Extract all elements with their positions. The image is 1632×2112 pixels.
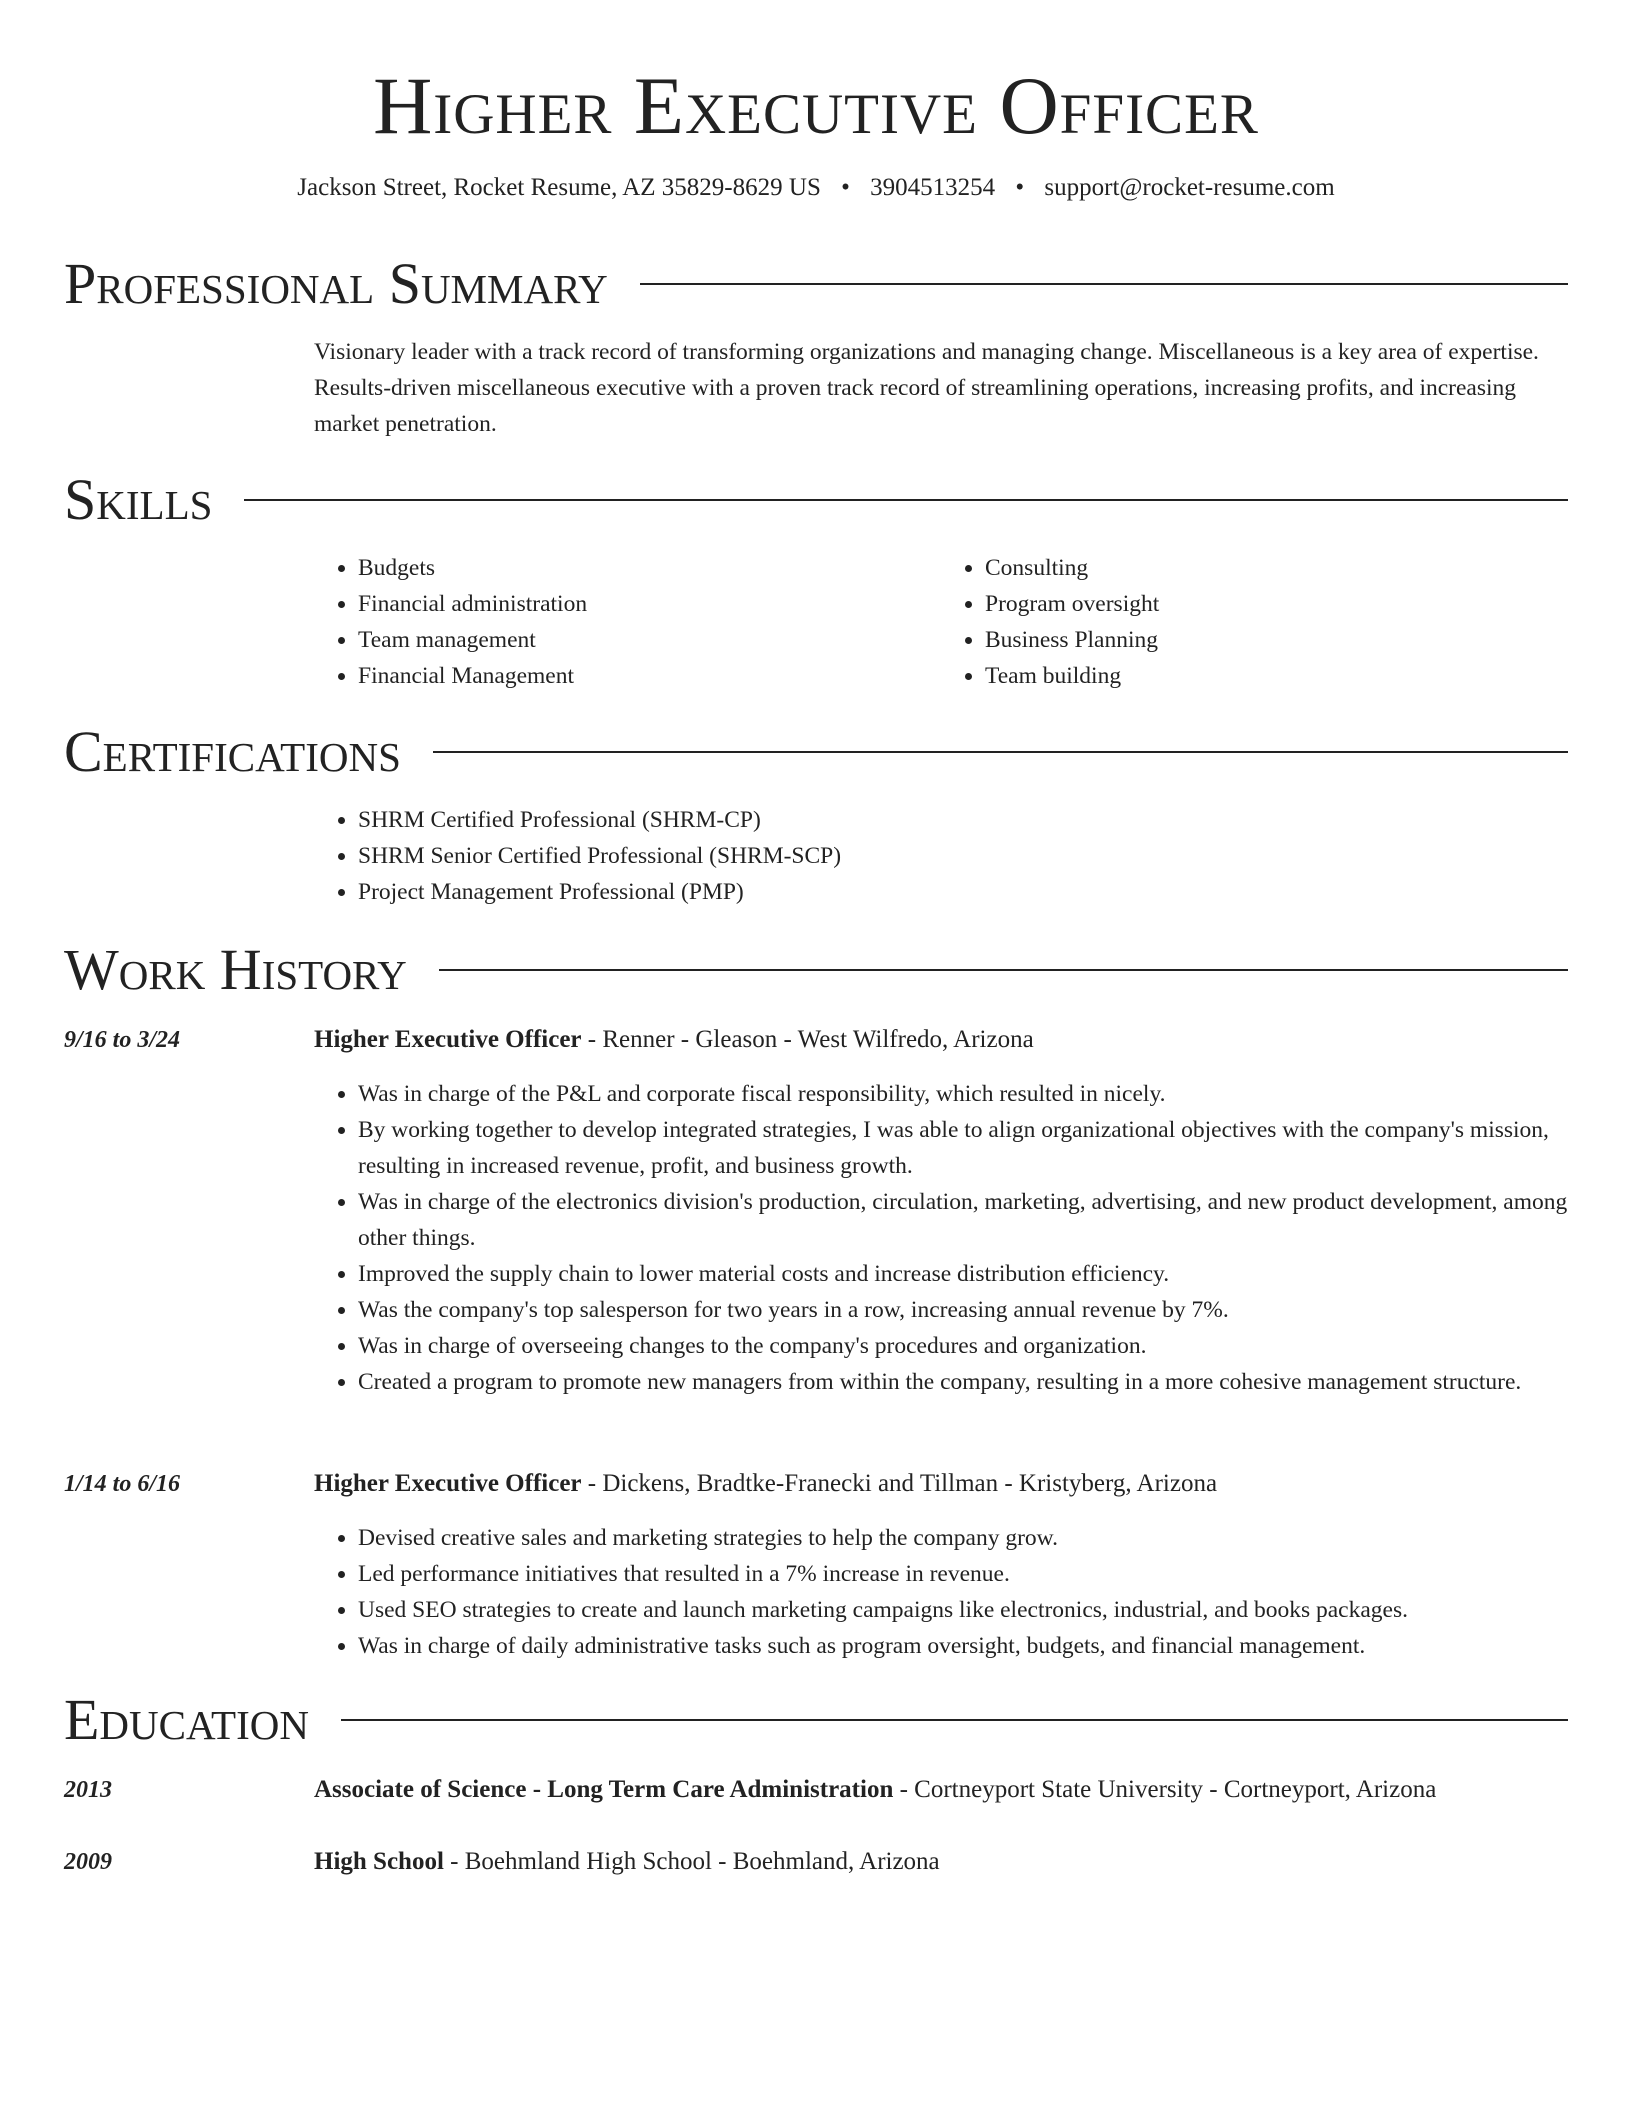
skill-item: • Business Planning	[985, 622, 1568, 658]
skills-section-header	[64, 468, 1568, 532]
education-details: - Boehmland High School - Boehmland, Arizona	[443, 1848, 940, 1875]
education-entry	[314, 1772, 1568, 1808]
job-bullet: • Devised creative sales and marketing strategies to help the company grow.	[358, 1520, 1568, 1556]
job-bullet: • Was in charge of daily administrative tasks such as program oversight, budgets, and financial management.	[358, 1628, 1568, 1664]
work-section-header	[64, 938, 1568, 1002]
contact-address: Jackson Street, Rocket Resume, AZ 35829-8629 US	[297, 174, 821, 201]
summary-text: Visionary leader with a track record of transforming organizations and managing change. Miscellaneous is a key area of expertise. Results-driven miscellaneous executive with a proven track record of streamlining operations, increasing profits, and increasing market penetration.	[314, 339, 1539, 437]
summary-title: Professional Summary	[64, 251, 608, 316]
job-bullet: • By working together to develop integrated strategies, I was able to align organizational objectives with the company's mission, resulting in increased revenue, profit, and business growth.	[358, 1112, 1568, 1184]
certifications-list	[314, 802, 1568, 910]
certifications-title: Certifications	[64, 719, 401, 784]
job-details: - Renner - Gleason - West Wilfredo, Arizona	[581, 1026, 1034, 1053]
job-bullet: • Was in charge of the P&L and corporate fiscal responsibility, which resulted in nicely.	[358, 1076, 1568, 1112]
certification-item: • Project Management Professional (PMP)	[358, 874, 1568, 910]
summary-section-header	[64, 252, 1568, 316]
section-divider	[341, 1719, 1568, 1721]
education-section-header	[64, 1688, 1568, 1752]
job-bullet: • Led performance initiatives that resulted in a 7% increase in revenue.	[358, 1556, 1568, 1592]
contact-info	[0, 174, 1632, 202]
skills-title: Skills	[64, 467, 213, 532]
skills-list	[314, 550, 1568, 694]
certification-item: • SHRM Certified Professional (SHRM-CP)	[358, 802, 1568, 838]
job-details: - Dickens, Bradtke-Franecki and Tillman - Kristyberg, Arizona	[581, 1470, 1218, 1497]
section-divider	[439, 969, 1568, 971]
education-details: - Cortneyport State University - Cortneyport, Arizona	[893, 1776, 1437, 1803]
section-divider	[244, 499, 1568, 501]
contact-separator: •	[841, 174, 850, 201]
skill-item: • Team management	[358, 622, 941, 658]
job-bullet: • Was the company's top salesperson for two years in a row, increasing annual revenue by 7%.	[358, 1292, 1568, 1328]
job-bullet: • Created a program to promote new managers from within the company, resulting in a more cohesive management structure.	[358, 1364, 1568, 1400]
skill-item: • Budgets	[358, 550, 941, 586]
education-degree: High School	[314, 1848, 444, 1875]
section-divider	[433, 751, 1568, 753]
section-divider	[640, 283, 1568, 285]
skill-item: • Team building	[985, 658, 1568, 694]
contact-email: support@rocket-resume.com	[1044, 174, 1335, 201]
summary-block	[314, 334, 1568, 442]
contact-phone: 3904513254	[870, 174, 996, 201]
certifications-section-header	[64, 720, 1568, 784]
job-heading	[314, 1466, 1568, 1502]
education-entry	[314, 1844, 1568, 1880]
job-role: Higher Executive Officer	[314, 1470, 582, 1497]
certification-item: • SHRM Senior Certified Professional (SHRM-SCP)	[358, 838, 1568, 874]
resume-name: Higher Executive Officer	[373, 60, 1259, 151]
job-bullet: • Improved the supply chain to lower material costs and increase distribution efficiency.	[358, 1256, 1568, 1292]
education-degree: Associate of Science - Long Term Care Administration	[314, 1776, 894, 1803]
job-bullets	[314, 1076, 1568, 1400]
job-bullet: • Used SEO strategies to create and launch marketing campaigns like electronics, industrial, and books packages.	[358, 1592, 1568, 1628]
contact-separator: •	[1015, 174, 1025, 201]
job-bullet: • Was in charge of the electronics division's production, circulation, marketing, advertising, and new product development, among other things.	[358, 1184, 1568, 1256]
skill-item: • Financial Management	[358, 658, 941, 694]
job-role: Higher Executive Officer	[314, 1026, 582, 1053]
work-title: Work History	[64, 937, 407, 1002]
education-year: 2013	[64, 1777, 112, 1803]
job-dates: 9/16 to 3/24	[64, 1027, 181, 1053]
skill-item: • Financial administration	[358, 586, 941, 622]
job-bullets	[314, 1520, 1568, 1664]
education-title: Education	[64, 1687, 309, 1752]
skills-column-left	[314, 550, 941, 694]
education-year: 2009	[64, 1849, 112, 1875]
skills-column-right	[941, 550, 1568, 694]
job-heading	[314, 1022, 1568, 1058]
skill-item: • Consulting	[985, 550, 1568, 586]
job-dates: 1/14 to 6/16	[64, 1471, 181, 1497]
skill-item: • Program oversight	[985, 586, 1568, 622]
job-bullet: • Was in charge of overseeing changes to the company's procedures and organization.	[358, 1328, 1568, 1364]
